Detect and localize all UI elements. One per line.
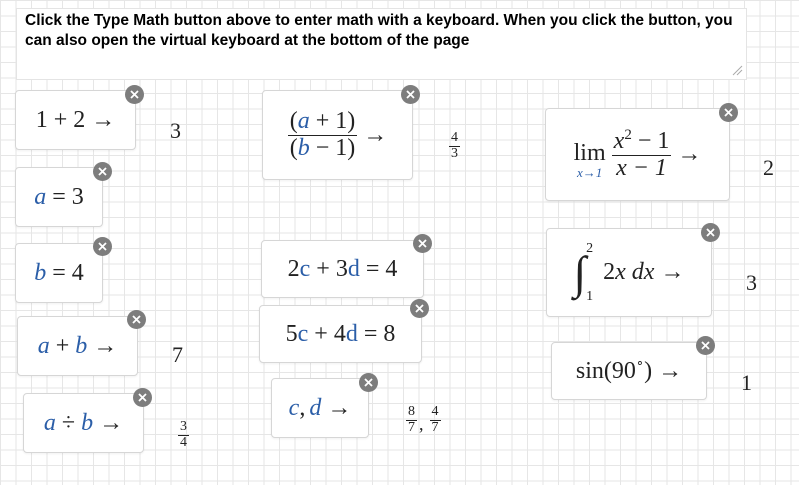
- result-fraction-pair: [406, 405, 441, 435]
- math-card-b-equals[interactable]: [15, 243, 103, 303]
- result-value: 1: [741, 370, 752, 395]
- close-icon: [98, 242, 107, 251]
- operator: +: [314, 320, 328, 347]
- delete-card-button[interactable]: [696, 336, 715, 355]
- value: 4: [385, 255, 398, 282]
- delete-card-button[interactable]: [93, 162, 112, 181]
- lower-bound: 1: [586, 288, 594, 304]
- close-icon: [364, 378, 373, 387]
- arrow: →: [363, 121, 388, 148]
- coefficient: 2: [603, 259, 616, 285]
- value: 8: [383, 320, 396, 347]
- equals: =: [52, 259, 66, 286]
- arrow: →: [677, 141, 702, 167]
- math-card-equation-2[interactable]: [259, 305, 422, 363]
- paren: (: [289, 108, 298, 135]
- arrow: →: [327, 394, 352, 421]
- operator: +: [316, 255, 330, 282]
- operator: ÷: [61, 409, 76, 436]
- denominator: 7: [408, 419, 415, 435]
- math-card-limit[interactable]: [545, 108, 730, 201]
- term: − 1): [309, 134, 356, 161]
- close-icon: [138, 393, 147, 402]
- delete-card-button[interactable]: [413, 234, 432, 253]
- comma: ,: [299, 394, 306, 421]
- term: 1: [35, 106, 48, 133]
- math-card-a-plus-b[interactable]: [17, 316, 138, 376]
- close-icon: [130, 90, 139, 99]
- variable: b: [75, 332, 88, 359]
- value: 3: [71, 183, 84, 210]
- close-icon: [418, 239, 427, 248]
- result-value: 3: [170, 118, 181, 143]
- delete-card-button[interactable]: [93, 237, 112, 256]
- math-card-a-divide-b[interactable]: [23, 393, 144, 453]
- limit-subscript: x→1: [577, 165, 603, 181]
- variable: a: [37, 332, 50, 359]
- variable: d: [309, 394, 322, 421]
- variable: c: [297, 320, 309, 347]
- denominator: 3: [451, 145, 458, 161]
- delete-card-button[interactable]: [125, 85, 144, 104]
- integral-sign: ∫: [573, 246, 587, 298]
- variable: b: [81, 409, 94, 436]
- denominator: x − 1: [616, 154, 667, 181]
- numerator: [612, 128, 672, 155]
- term: + 1): [309, 108, 356, 135]
- arrow: →: [91, 106, 116, 133]
- result-value: 2: [763, 155, 774, 180]
- function: sin(90: [575, 357, 636, 384]
- numerator: 3: [180, 419, 187, 434]
- arrow: →: [93, 332, 118, 359]
- denominator: 7: [431, 419, 439, 435]
- equals: =: [52, 183, 66, 210]
- variable: x: [613, 128, 625, 155]
- equals: =: [363, 320, 378, 347]
- arrow: →: [660, 259, 685, 285]
- comma: ,: [419, 413, 424, 434]
- close-icon: [415, 304, 424, 313]
- math-card-integral[interactable]: [546, 228, 712, 317]
- lim-operator: lim: [573, 140, 606, 167]
- upper-bound: 2: [586, 240, 594, 256]
- variable: c: [288, 394, 300, 421]
- numerator: 4: [451, 130, 458, 145]
- close-icon: [706, 228, 715, 237]
- variable: a: [297, 108, 310, 135]
- paren: (: [289, 134, 298, 161]
- close-icon: [724, 108, 733, 117]
- value: 4: [71, 259, 84, 286]
- close-icon: [132, 315, 141, 324]
- variable: a: [34, 183, 47, 210]
- coefficient: 4: [333, 320, 346, 347]
- delete-card-button[interactable]: [701, 223, 720, 242]
- instructions-text: Click the Type Math button above to enter math with a keyboard. When you click the button, you can also open the virtual keyboard at the bottom of the page: [25, 12, 733, 49]
- coefficient: 2: [287, 255, 300, 282]
- equals: =: [365, 255, 380, 282]
- result-value: 3: [746, 270, 757, 295]
- denominator: [288, 136, 358, 161]
- resize-handle-icon[interactable]: [731, 64, 743, 76]
- numerator: 8: [408, 404, 415, 419]
- close-icon: [98, 167, 107, 176]
- math-card-solve-c-d[interactable]: [271, 378, 369, 438]
- instructions-note[interactable]: [16, 8, 747, 80]
- operator: +: [55, 332, 70, 359]
- coefficient: 5: [285, 320, 298, 347]
- delete-card-button[interactable]: [410, 299, 429, 318]
- math-card-1-plus-2[interactable]: [15, 90, 136, 150]
- delete-card-button[interactable]: [133, 388, 152, 407]
- variable: c: [299, 255, 311, 282]
- close-icon: [406, 90, 415, 99]
- exponent: 2: [624, 127, 632, 144]
- degree-symbol: ∘: [635, 355, 645, 370]
- delete-card-button[interactable]: [719, 103, 738, 122]
- delete-card-button[interactable]: [359, 373, 378, 392]
- math-card-equation-1[interactable]: [261, 240, 424, 298]
- variable: b: [34, 259, 47, 286]
- delete-card-button[interactable]: [127, 310, 146, 329]
- math-card-sine[interactable]: [551, 342, 707, 400]
- variable: a: [43, 409, 56, 436]
- delete-card-button[interactable]: [401, 85, 420, 104]
- term: − 1: [631, 128, 670, 155]
- close-icon: [701, 341, 710, 350]
- differential: dx: [631, 259, 655, 285]
- result-value: 7: [172, 342, 183, 367]
- arrow: →: [99, 409, 124, 436]
- numerator: 4: [431, 404, 439, 419]
- arrow: →: [658, 357, 683, 384]
- result-fraction: [449, 131, 460, 161]
- paren: ): [644, 357, 653, 384]
- term: 2: [73, 106, 86, 133]
- numerator: [288, 109, 358, 135]
- variable: d: [347, 255, 360, 282]
- variable: b: [297, 134, 310, 161]
- result-fraction: [178, 420, 189, 450]
- variable: d: [345, 320, 358, 347]
- operator: +: [53, 106, 68, 133]
- math-card-a-equals[interactable]: [15, 167, 103, 227]
- coefficient: 3: [335, 255, 348, 282]
- denominator: 4: [180, 434, 187, 450]
- variable: x: [615, 259, 626, 285]
- math-card-fraction-expression[interactable]: [262, 90, 413, 180]
